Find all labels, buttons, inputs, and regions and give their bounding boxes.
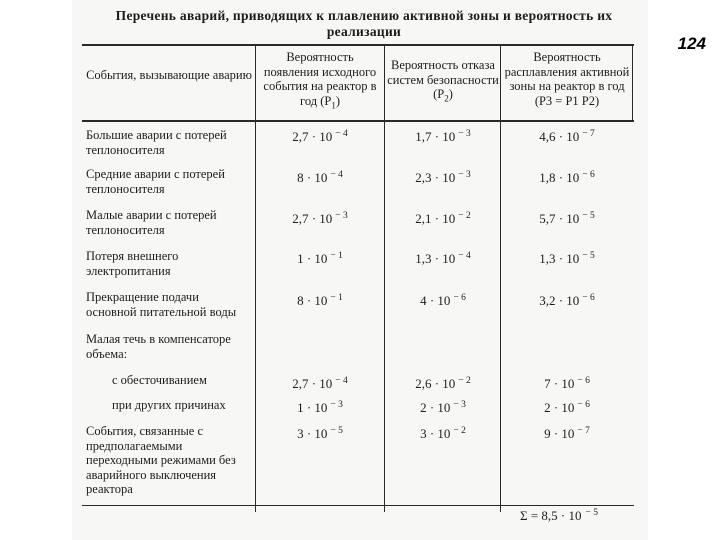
header-p1: [258, 50, 382, 113]
p1-pressurizer-leak-other: 1 · 10 $^{- 3}$: [297, 400, 343, 415]
event-feedwater-loss: Прекращение подачи основной питательной воды: [86, 290, 237, 319]
p3-transients-without-scram: 9 · 10 $^{- 7}$: [544, 426, 590, 441]
p2-medium-loca: 2,3 · 10 $^{- 3}$: [415, 170, 471, 185]
p1-loss-of-power: 1 · 10 $^{- 1}$: [297, 251, 343, 266]
column-divider-1: [255, 44, 256, 512]
p3-feedwater-loss: 3,2 · 10 $^{- 6}$: [539, 293, 595, 308]
event-small-loca: Малые аварии с потерей теплоносителя: [86, 208, 217, 237]
event-medium-loca: Средние аварии с потерей теплоносителя: [86, 167, 225, 196]
header-events: [86, 68, 252, 83]
header-p2: [387, 58, 499, 106]
table-title: Перечень аварий, приводящих к плавлению активной зоны и вероятность их реализации: [115, 8, 613, 39]
p1-medium-loca: 8 · 10 $^{- 4}$: [297, 170, 343, 185]
p3-loss-of-power: 1,3 · 10 $^{- 5}$: [539, 251, 595, 266]
p2-pressurizer-leak-other: 2 · 10 $^{- 3}$: [420, 400, 466, 415]
p2-large-loca: 1,7 · 10 $^{- 3}$: [415, 129, 471, 144]
p1-feedwater-loss: 8 · 10 $^{- 1}$: [297, 293, 343, 308]
total-sum: Σ = 8,5 · 10 $^{- 5}$: [520, 508, 598, 523]
p1-small-loca: 2,7 · 10 $^{- 3}$: [292, 211, 348, 226]
p2-feedwater-loss: 4 · 10 $^{- 6}$: [420, 293, 466, 308]
p3-pressurizer-leak-other: 2 · 10 $^{- 6}$: [544, 400, 590, 415]
header-p1-text: Вероятность появления исходного события на реактор в год (P: [263, 50, 377, 108]
event-loss-of-power: Потеря внешнего электропитания: [86, 249, 179, 278]
header-p2-sub: 2: [444, 93, 449, 104]
event-large-loca: Большие аварии с потерей теплоносителя: [86, 128, 227, 157]
p2-small-loca: 2,1 · 10 $^{- 2}$: [415, 211, 471, 226]
header-p1-sub: 1: [331, 100, 336, 110]
page-number: 124: [677, 34, 706, 53]
p3-pressurizer-leak-power-loss: 7 · 10 $^{- 6}$: [544, 376, 590, 391]
p3-large-loca: 4,6 · 10 $^{- 7}$: [539, 129, 595, 144]
p3-small-loca: 5,7 · 10 $^{- 5}$: [539, 211, 595, 226]
p2-loss-of-power: 1,3 · 10 $^{- 4}$: [415, 251, 471, 266]
column-divider-2: [384, 44, 385, 512]
header-top-rule: [82, 44, 634, 46]
p3-medium-loca: 1,8 · 10 $^{- 6}$: [539, 170, 595, 185]
right-margin: [648, 0, 720, 540]
table-bottom-rule: [82, 505, 634, 506]
p2-transients-without-scram: 3 · 10 $^{- 2}$: [420, 426, 466, 441]
event-pressurizer-leak-group: Малая течь в компенсаторе объема:: [86, 332, 231, 361]
header-bottom-rule: [82, 120, 634, 122]
column-divider-3: [500, 44, 501, 512]
event-pressurizer-leak-other: при других причинах: [112, 398, 226, 412]
p1-large-loca: 2,7 · 10 $^{- 4}$: [292, 129, 348, 144]
header-p3-text: Вероятность расплавления активной зоны на реактор в год: [504, 50, 630, 93]
header-p1-tail: ): [335, 93, 340, 108]
column-divider-4: [632, 44, 633, 122]
event-pressurizer-leak-power-loss: с обесточиванием: [112, 373, 207, 387]
header-p3-formula: (P3 = P1 P2): [534, 93, 600, 108]
event-transients-without-scram: События, связанные с предполагаемыми переходными режимами без аварийного выключения реактора: [86, 424, 236, 496]
header-events-text: События, вызывающие аварию: [86, 68, 252, 82]
p1-transients-without-scram: 3 · 10 $^{- 5}$: [297, 426, 343, 441]
p2-pressurizer-leak-power-loss: 2,6 · 10 $^{- 2}$: [415, 376, 471, 391]
p1-pressurizer-leak-power-loss: 2,7 · 10 $^{- 4}$: [292, 376, 348, 391]
header-p3: [503, 50, 631, 108]
header-p2-text: Вероятность отказа систем безопасности (P: [387, 58, 499, 101]
header-p2-tail: ): [448, 87, 453, 101]
